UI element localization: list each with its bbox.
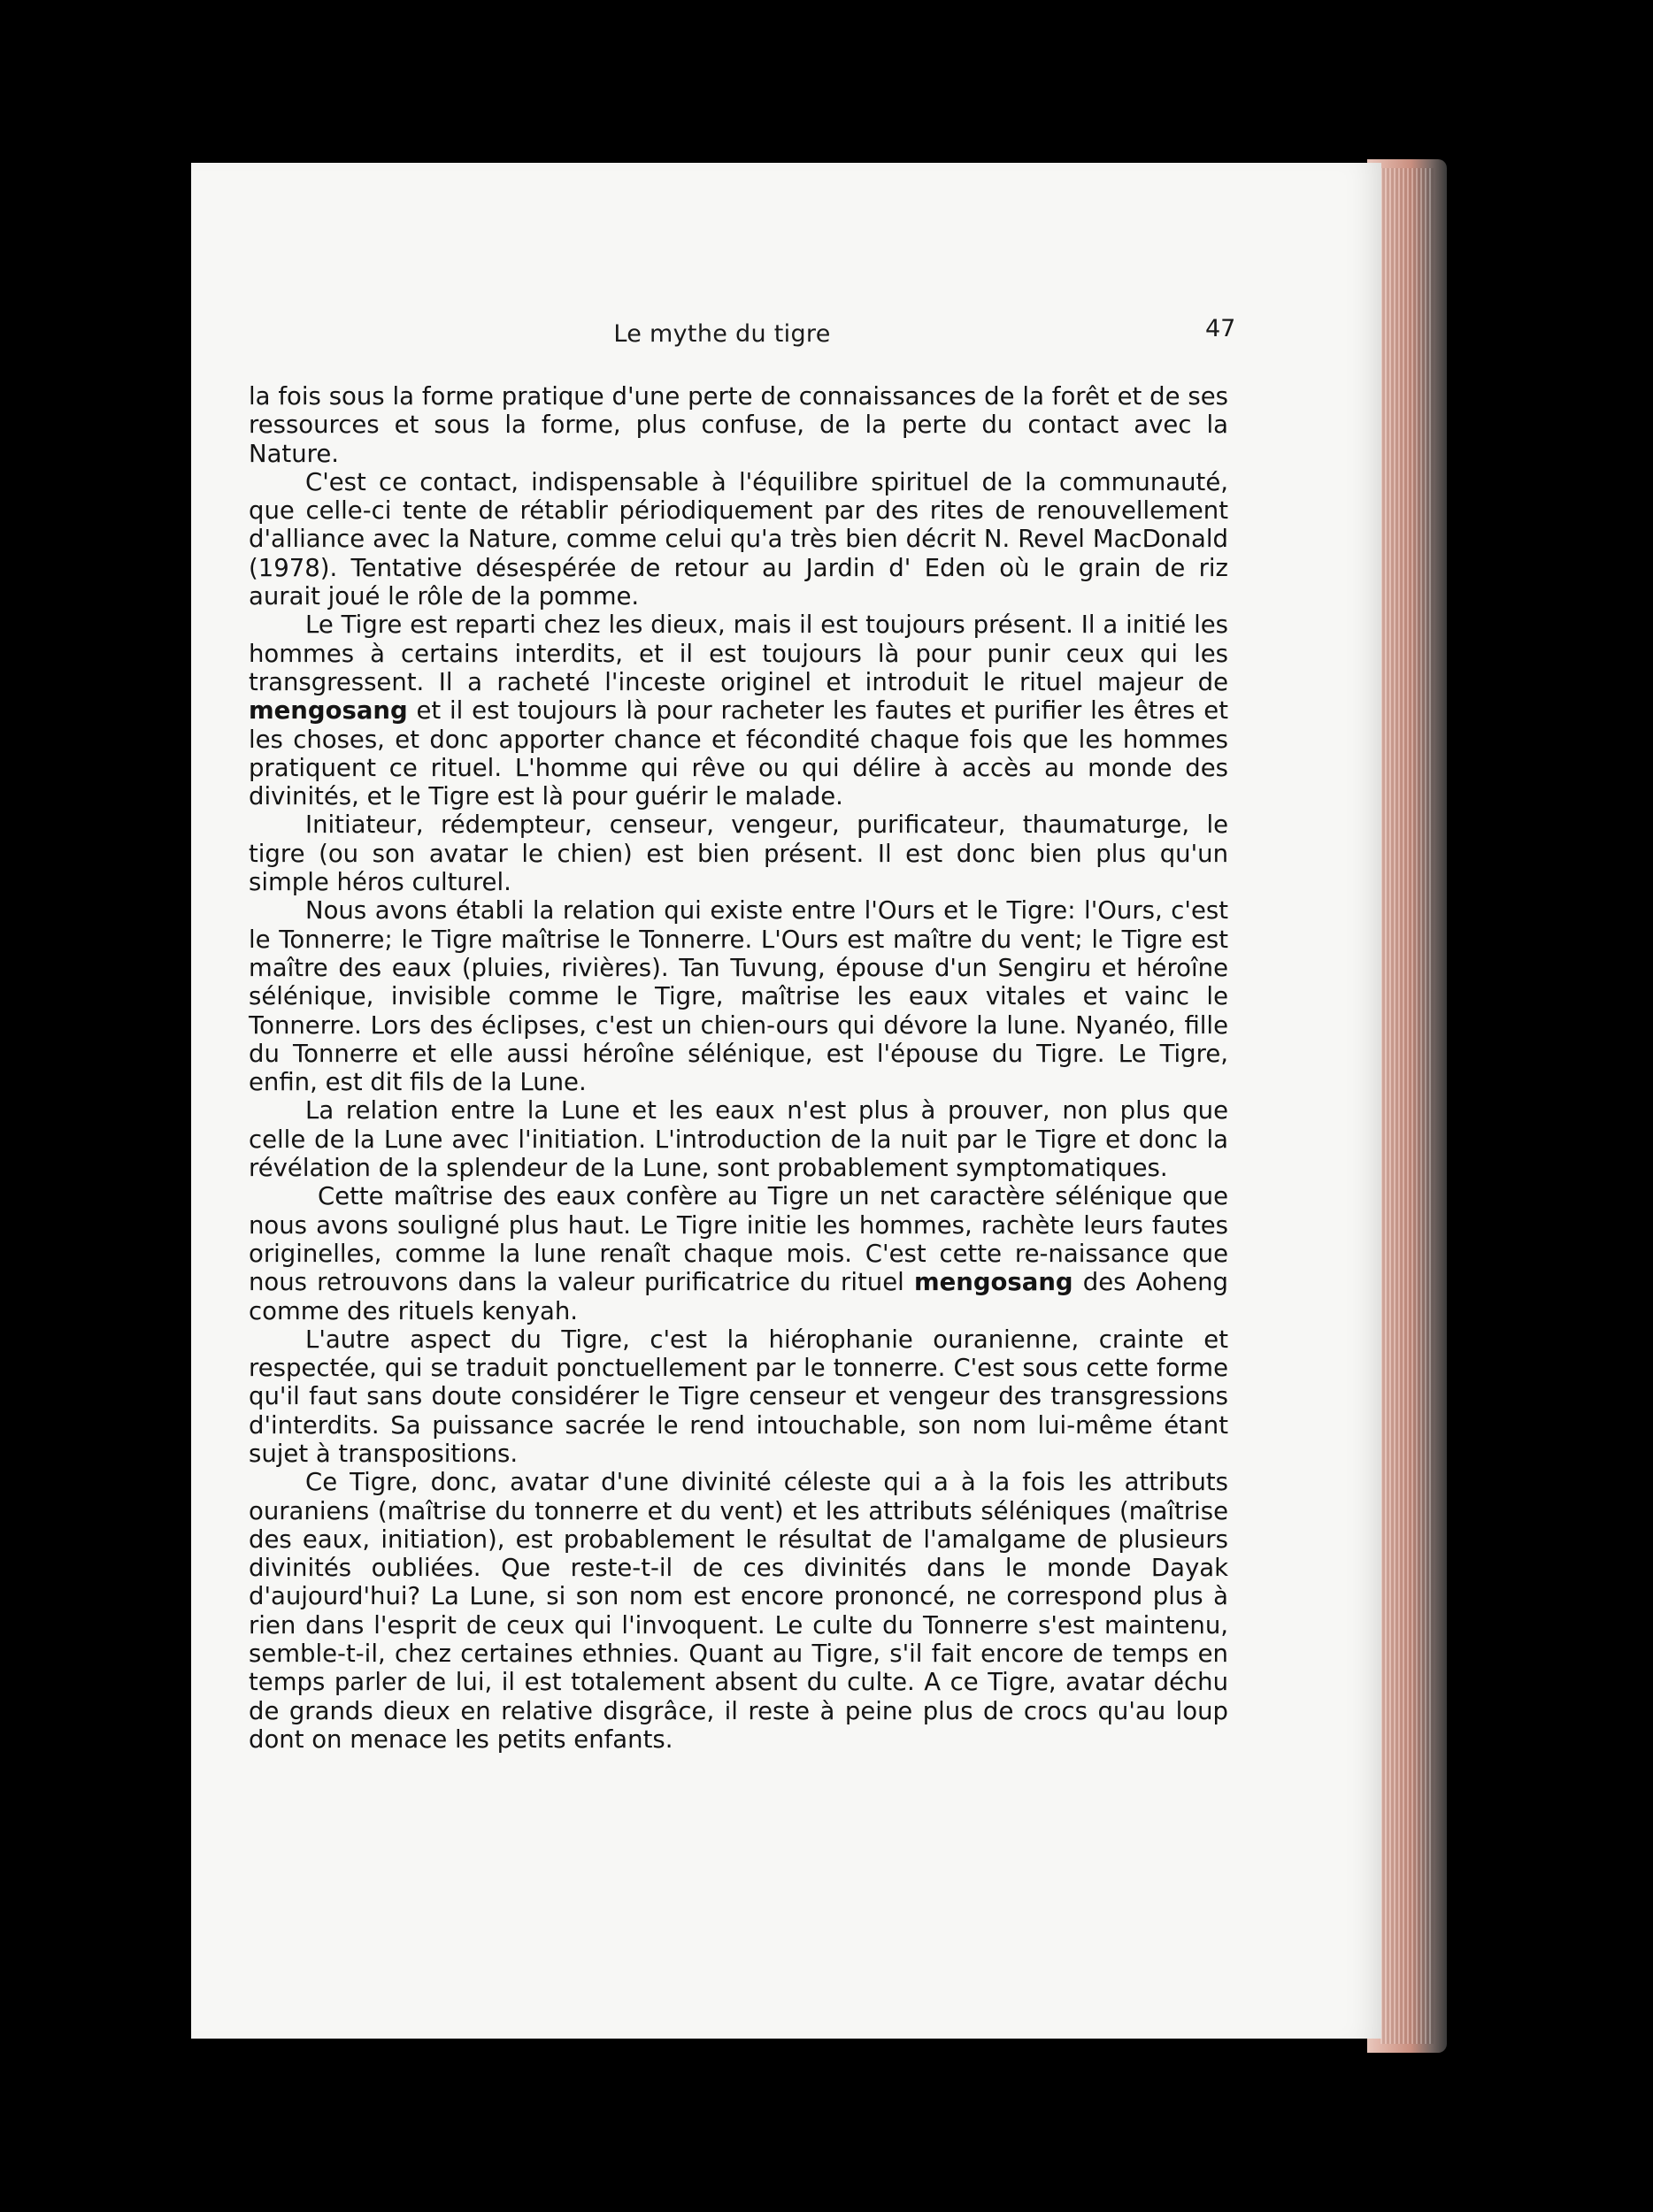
paragraph: Cette maîtrise des eaux confère au Tigre un net caractère sélénique que nous avons souligné plus haut. Le Tigre initie les hommes, rachète leurs fautes originelles, comme la lune renaît chaque mois. C'est cette re-naissance que nous retrouvons dans la valeur purificatrice du rituel mengosang des Aoheng comme des rituels kenyah. bbox=[249, 1182, 1228, 1325]
page-edge-lines bbox=[1380, 168, 1434, 2044]
paragraph: L'autre aspect du Tigre, c'est la hiérophanie ouranienne, crainte et respectée, qui se traduit ponctuellement par le tonnerre. C'est sous cette forme qu'il faut sans doute considérer le Tigre censeur et vengeur des transgressions d'interdits. Sa puissance sacrée le rend intouchable, son nom lui-même étant sujet à transpositions. bbox=[249, 1325, 1228, 1468]
paragraph: Initiateur, rédempteur, censeur, vengeur, purificateur, thaumaturge, le tigre (ou son avatar le chien) est bien présent. Il est donc bien plus qu'un simple héros culturel. bbox=[249, 810, 1228, 897]
paragraph: Ce Tigre, donc, avatar d'une divinité céleste qui a à la fois les attributs ouraniens (maîtrise du tonnerre et du vent) et les attributs séléniques (maîtrise des eaux, initiation), est probablement le résultat de l'amalgame de plusieurs divinités oubliées. Que reste-t-il de ces divinités dans le monde Dayak d'aujourd'hui? La Lune, si son nom est encore prononcé, ne correspond plus à rien dans l'esprit de ceux qui l'invoquent. Le culte du Tonnerre s'est maintenu, semble-t-il, chez certaines ethnies. Quant au Tigre, s'il fait encore de temps en temps parler de lui, il est totalement absent du culte. A ce Tigre, avatar déchu de grands dieux en relative disgrâce, il reste à peine plus de crocs qu'au loup dont on menace les petits enfants. bbox=[249, 1468, 1228, 1754]
paragraph: C'est ce contact, indispensable à l'équilibre spirituel de la communauté, que celle-ci tente de rétablir périodiquement par des rites de renouvellement d'alliance avec la Nature, comme celui qu'a très bien décrit N. Revel MacDonald (1978). Tentative désespérée de retour au Jardin d' Eden où le grain de riz aurait joué le rôle de la pomme. bbox=[249, 467, 1228, 611]
paragraph: La relation entre la Lune et les eaux n'est plus à prouver, non plus que celle de la Lune avec l'initiation. L'introduction de la nuit par le Tigre et donc la révélation de la splendeur de la Lune, sont probablement symptomatiques. bbox=[249, 1096, 1228, 1183]
term-mengosang: mengosang bbox=[249, 696, 408, 726]
page-number: 47 bbox=[1205, 315, 1236, 342]
paragraph: la fois sous la forme pratique d'une perte de connaissances de la forêt et de ses ressources et sous la forme, plus confuse, de la perte du contact avec la Nature. bbox=[249, 382, 1228, 468]
paragraph: Le Tigre est reparti chez les dieux, mais il est toujours présent. Il a initié les hommes à certains interdits, et il est toujours là pour punir ceux qui les transgressent. Il a racheté l'inceste originel et introduit le rituel majeur de mengosang et il est toujours là pour racheter les fautes et purifier les êtres et les choses, et donc apporter chance et fécondité chaque fois que les hommes pratiquent ce rituel. L'homme qui rêve ou qui délire à accès au monde des divinités, et le Tigre est là pour guérir le malade. bbox=[249, 611, 1228, 811]
term-mengosang: mengosang bbox=[913, 1268, 1073, 1297]
running-head: Le mythe du tigre bbox=[613, 320, 831, 348]
paragraph: Nous avons établi la relation qui existe entre l'Ours et le Tigre: l'Ours, c'est le Tonnerre; le Tigre maîtrise le Tonnerre. L'Ours est maître du vent; le Tigre est maître des eaux (pluies, rivières). Tan Tuvung, épouse d'un Sengiru et héroîne sélénique, invisible comme le Tigre, maîtrise les eaux vitales et vainc le Tonnerre. Lors des éclipses, c'est un chien-ours qui dévore la lune. Nyanéo, fille du Tonnerre et elle aussi héroîne sélénique, est l'épouse du Tigre. Le Tigre, enfin, est dit fils de la Lune. bbox=[249, 896, 1228, 1097]
body-text bbox=[249, 382, 1228, 1754]
